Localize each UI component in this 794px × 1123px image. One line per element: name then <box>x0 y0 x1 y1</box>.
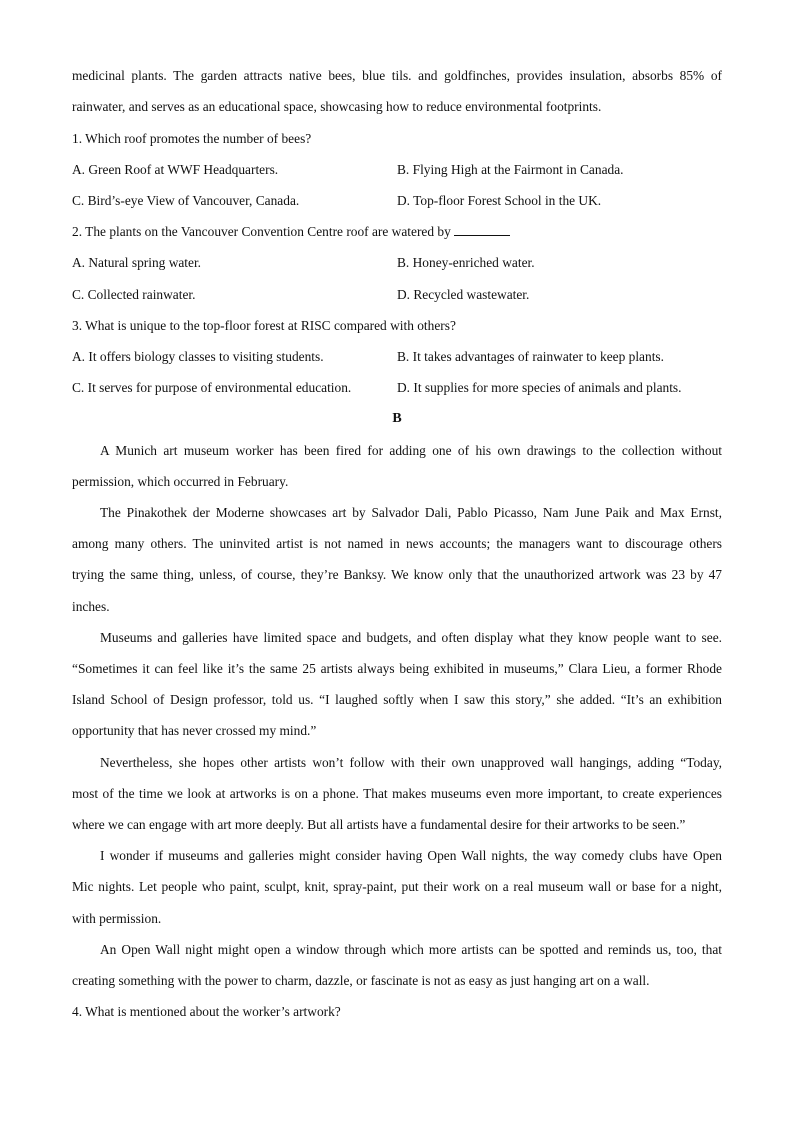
paragraph-line: inches. <box>72 599 110 614</box>
paragraph-line: permission, which occurred in February. <box>72 474 289 489</box>
question-2-line <box>72 223 722 241</box>
paragraph-line: creating something with the power to charm, dazzle, or fascinate is not as easy as just hanging art on a wall. <box>72 973 650 988</box>
question-2-option-d[interactable]: D. Recycled wastewater. <box>397 287 530 302</box>
paragraph-line: Mic nights. Let people who paint, sculpt, knit, spray-paint, put their work on a real museum wall or base for a night, <box>72 879 722 894</box>
section-b-title: B <box>392 411 402 426</box>
answer-blank <box>454 223 510 236</box>
paragraph-line: opportunity that has never crossed my mind.” <box>72 723 317 738</box>
paragraph-line: among many others. The uninvited artist is not named in news accounts; the managers want to discourage others <box>72 536 722 551</box>
question-1-option-d[interactable]: D. Top-floor Forest School in the UK. <box>397 193 602 208</box>
paragraph-line: with permission. <box>72 911 162 926</box>
paragraph-line: Nevertheless, she hopes other artists won’t follow with their own unapproved wall hangings, adding “Today, <box>100 755 722 770</box>
question-1-option-a[interactable]: A. Green Roof at WWF Headquarters. <box>72 162 279 177</box>
question-3-option-a[interactable]: A. It offers biology classes to visiting students. <box>72 349 324 364</box>
paragraph-line: I wonder if museums and galleries might consider having Open Wall nights, the way comedy clubs have Open <box>100 848 722 863</box>
question-3-stem: 3. What is unique to the top-floor forest at RISC compared with others? <box>72 318 456 333</box>
paragraph-line: trying the same thing, unless, of course, they’re Banksy. We know only that the unauthorized artwork was 23 by 47 <box>72 567 722 582</box>
passage-a-line: medicinal plants. The garden attracts native bees, blue tils. and goldfinches, provides insulation, absorbs 85% of <box>72 68 722 83</box>
question-3-option-c[interactable]: C. It serves for purpose of environmental education. <box>72 380 352 395</box>
question-2-stem: 2. The plants on the Vancouver Convention Centre roof are watered by <box>72 224 451 239</box>
paragraph-line: Museums and galleries have limited space and budgets, and often display what they know people want to see. <box>100 630 722 645</box>
question-1-option-c[interactable]: C. Bird’s-eye View of Vancouver, Canada. <box>72 193 300 208</box>
paragraph-line: A Munich art museum worker has been fired for adding one of his own drawings to the collection without <box>100 443 722 458</box>
question-1-stem: 1. Which roof promotes the number of bees? <box>72 131 312 146</box>
paragraph-line: Island School of Design professor, told us. “I laughed softly when I saw this story,” she added. “It’s an exhibition <box>72 692 722 707</box>
passage-a-line: rainwater, and serves as an educational space, showcasing how to reduce environmental footprints. <box>72 99 602 114</box>
question-3-option-b[interactable]: B. It takes advantages of rainwater to keep plants. <box>397 349 664 364</box>
question-2-option-b[interactable]: B. Honey-enriched water. <box>397 255 535 270</box>
paragraph-line: The Pinakothek der Moderne showcases art by Salvador Dali, Pablo Picasso, Nam June Paik and Max Ernst, <box>100 505 722 520</box>
question-1-option-b[interactable]: B. Flying High at the Fairmont in Canada. <box>397 162 624 177</box>
paragraph-line: most of the time we look at artworks is on a phone. That makes museums even more important, to create experiences <box>72 786 722 801</box>
paragraph-line: where we can engage with art more deeply. But all artists have a fundamental desire for their artworks to be seen.” <box>72 817 686 832</box>
question-3-option-d[interactable]: D. It supplies for more species of animals and plants. <box>397 380 682 395</box>
paragraph-line: An Open Wall night might open a window through which more artists can be spotted and reminds us, too, that <box>100 942 722 957</box>
paragraph-line: “Sometimes it can feel like it’s the same 25 artists always being exhibited in museums,” Clara Lieu, a former Rhode <box>72 661 722 676</box>
question-2-option-a[interactable]: A. Natural spring water. <box>72 255 202 270</box>
question-2-option-c[interactable]: C. Collected rainwater. <box>72 287 196 302</box>
question-4-stem: 4. What is mentioned about the worker’s artwork? <box>72 1004 341 1019</box>
